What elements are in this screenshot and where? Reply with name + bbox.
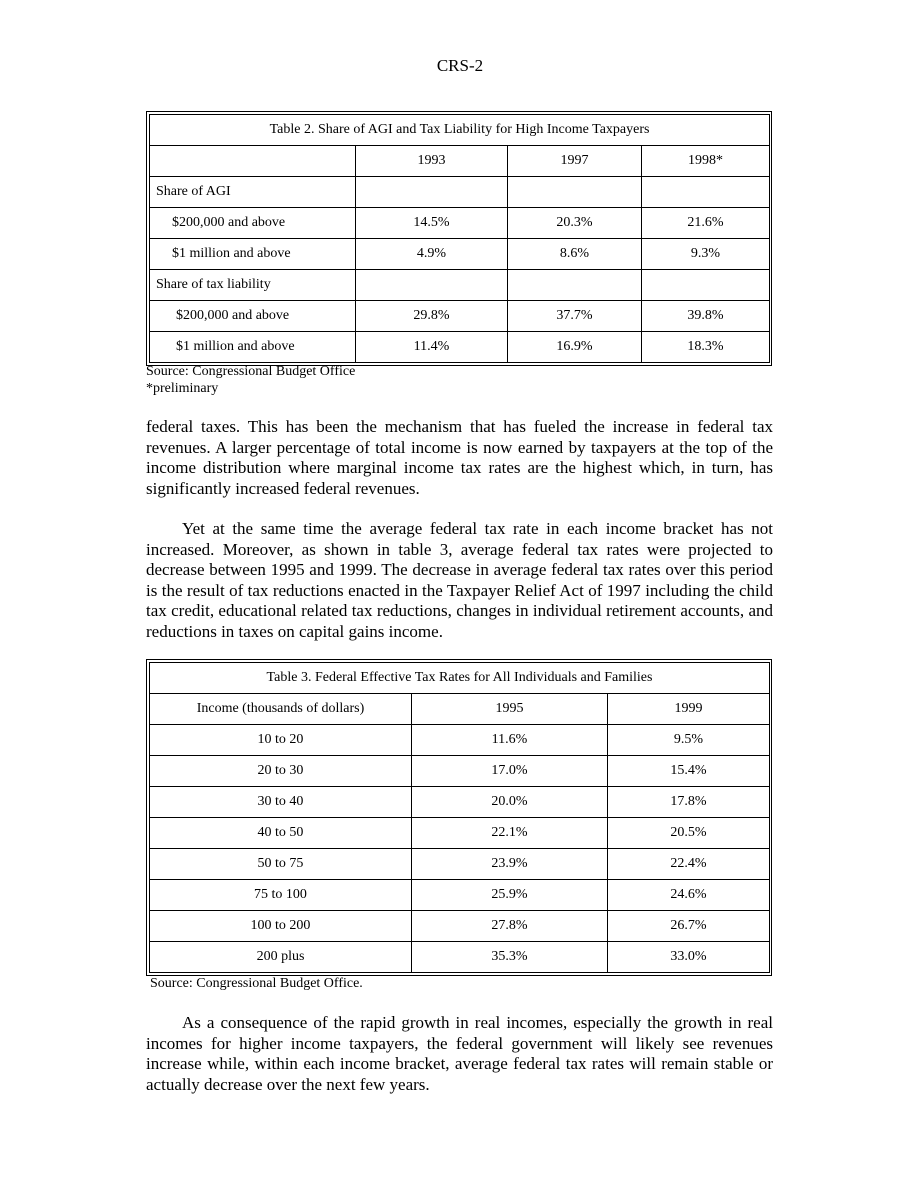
cell: 18.3% — [642, 332, 770, 363]
cell — [356, 177, 508, 208]
table-2-header-1998: 1998* — [642, 146, 770, 177]
row-label: 75 to 100 — [150, 880, 412, 911]
cell: 24.6% — [608, 880, 770, 911]
table-2-header-1997: 1997 — [508, 146, 642, 177]
cell: 20.5% — [608, 818, 770, 849]
cell: 11.6% — [412, 725, 608, 756]
table-row — [150, 208, 770, 239]
table-row — [150, 911, 770, 942]
row-label: 20 to 30 — [150, 756, 412, 787]
table-3-header-income: Income (thousands of dollars) — [150, 694, 412, 725]
cell: 26.7% — [608, 911, 770, 942]
cell: 11.4% — [356, 332, 508, 363]
cell: 17.0% — [412, 756, 608, 787]
cell: 20.3% — [508, 208, 642, 239]
cell: 4.9% — [356, 239, 508, 270]
table-2-header-1993: 1993 — [356, 146, 508, 177]
cell: 9.5% — [608, 725, 770, 756]
page-label: CRS-2 — [436, 56, 484, 75]
table-2-source: Source: Congressional Budget Office — [146, 364, 356, 379]
row-label: $200,000 and above — [150, 301, 356, 332]
cell — [508, 270, 642, 301]
table-row — [150, 942, 770, 973]
table-3-source: Source: Congressional Budget Office. — [150, 976, 363, 991]
table-row — [150, 301, 770, 332]
table-row — [150, 239, 770, 270]
table-row — [150, 725, 770, 756]
cell: 22.1% — [412, 818, 608, 849]
table-row — [150, 880, 770, 911]
cell: 27.8% — [412, 911, 608, 942]
cell: 8.6% — [508, 239, 642, 270]
row-label: $200,000 and above — [150, 208, 356, 239]
cell — [642, 270, 770, 301]
cell: 20.0% — [412, 787, 608, 818]
paragraph-1: federal taxes. This has been the mechanism that has fueled the increase in federal tax revenues. A larger percentage of total income is now earned by taxpayers at the top of the income distribution where marginal income tax rates are the highest which, in turn, has significantly increased federal revenues. — [146, 417, 773, 498]
row-label: 50 to 75 — [150, 849, 412, 880]
table-row — [150, 177, 770, 208]
table-3 — [146, 659, 772, 976]
table-2-header-blank — [150, 146, 356, 177]
row-label: 100 to 200 — [150, 911, 412, 942]
row-label: 40 to 50 — [150, 818, 412, 849]
cell: 25.9% — [412, 880, 608, 911]
row-label: $1 million and above — [150, 332, 356, 363]
cell: 15.4% — [608, 756, 770, 787]
table-row — [150, 818, 770, 849]
cell: 29.8% — [356, 301, 508, 332]
table-3-grid — [149, 662, 770, 973]
table-2-grid — [149, 114, 770, 363]
table-2-footnote: *preliminary — [146, 381, 219, 396]
cell: 33.0% — [608, 942, 770, 973]
table-row — [150, 270, 770, 301]
cell: 16.9% — [508, 332, 642, 363]
row-label: Share of tax liability — [150, 270, 356, 301]
table-3-header-1995: 1995 — [412, 694, 608, 725]
cell — [356, 270, 508, 301]
cell: 21.6% — [642, 208, 770, 239]
paragraph-3: As a consequence of the rapid growth in real incomes, especially the growth in real incomes for higher income taxpayers, the federal government will likely see revenues increase while, within each income bracket, average federal tax rates will remain stable or actually decrease over the next few years. — [146, 1013, 773, 1094]
table-3-title: Table 3. Federal Effective Tax Rates for All Individuals and Families — [150, 663, 770, 694]
cell: 37.7% — [508, 301, 642, 332]
table-row — [150, 756, 770, 787]
cell: 23.9% — [412, 849, 608, 880]
cell: 39.8% — [642, 301, 770, 332]
table-row — [150, 787, 770, 818]
paragraph-2: Yet at the same time the average federal tax rate in each income bracket has not increased. Moreover, as shown in table 3, average federal tax rates were projected to decrease between 1995 and 1999. The decrease in average federal tax rates over this period is the result of tax reductions enacted in the Taxpayer Relief Act of 1997 including the child tax credit, educational related tax reductions, changes in individual retirement accounts, and reductions in taxes on capital gains income. — [146, 519, 773, 641]
cell: 35.3% — [412, 942, 608, 973]
cell: 17.8% — [608, 787, 770, 818]
table-row — [150, 332, 770, 363]
cell — [508, 177, 642, 208]
table-row — [150, 849, 770, 880]
cell — [642, 177, 770, 208]
table-3-header-1999: 1999 — [608, 694, 770, 725]
table-2-title: Table 2. Share of AGI and Tax Liability for High Income Taxpayers — [150, 115, 770, 146]
table-2 — [146, 111, 772, 366]
row-label: 200 plus — [150, 942, 412, 973]
cell: 9.3% — [642, 239, 770, 270]
row-label: 30 to 40 — [150, 787, 412, 818]
cell: 22.4% — [608, 849, 770, 880]
cell: 14.5% — [356, 208, 508, 239]
row-label: 10 to 20 — [150, 725, 412, 756]
row-label: $1 million and above — [150, 239, 356, 270]
row-label: Share of AGI — [150, 177, 356, 208]
